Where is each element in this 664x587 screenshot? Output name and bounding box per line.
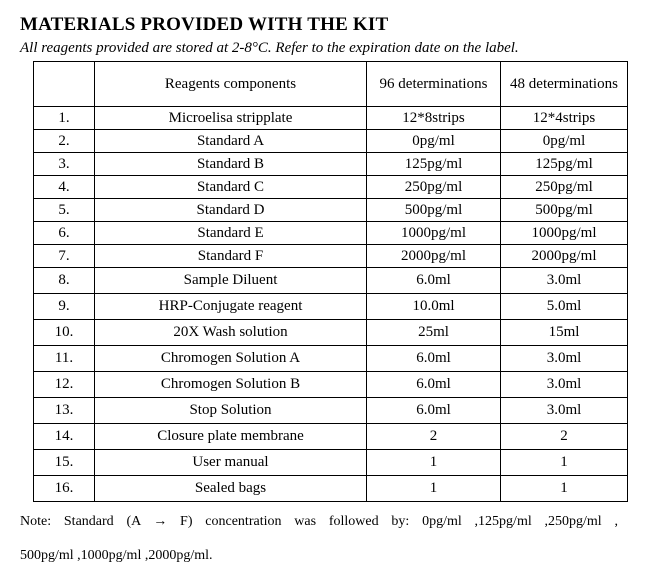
note-line-1: Note: Standard (A → F) concentration was followed by: 0pg/ml ,125pg/ml ,250pg/ml , [20,514,618,529]
reagent-name: Standard F [95,245,367,268]
header-number [34,62,95,107]
quantity-96: 1000pg/ml [367,222,501,245]
reagent-name: Stop Solution [95,398,367,424]
row-number: 5. [34,199,95,222]
quantity-96: 12*8strips [367,107,501,130]
page-title: MATERIALS PROVIDED WITH THE KIT [20,14,389,35]
quantity-96: 500pg/ml [367,199,501,222]
quantity-48: 5.0ml [501,294,628,320]
quantity-48: 3.0ml [501,398,628,424]
quantity-96: 125pg/ml [367,153,501,176]
header-96-determinations: 96 determinations [367,62,501,107]
table-row [34,176,628,199]
reagent-name: Sample Diluent [95,268,367,294]
quantity-48: 12*4strips [501,107,628,130]
row-number: 3. [34,153,95,176]
row-number: 12. [34,372,95,398]
row-number: 8. [34,268,95,294]
quantity-96: 6.0ml [367,268,501,294]
quantity-96: 1 [367,450,501,476]
row-number: 16. [34,476,95,502]
row-number: 4. [34,176,95,199]
quantity-48: 0pg/ml [501,130,628,153]
quantity-48: 3.0ml [501,372,628,398]
reagent-name: Closure plate membrane [95,424,367,450]
row-number: 11. [34,346,95,372]
quantity-48: 3.0ml [501,346,628,372]
quantity-48: 1 [501,450,628,476]
row-number: 13. [34,398,95,424]
quantity-96: 6.0ml [367,346,501,372]
quantity-96: 6.0ml [367,372,501,398]
table-row [34,107,628,130]
row-number: 15. [34,450,95,476]
reagent-name: Standard A [95,130,367,153]
materials-table [33,61,628,502]
reagent-name: HRP-Conjugate reagent [95,294,367,320]
table-row [34,398,628,424]
row-number: 1. [34,107,95,130]
header-48-determinations: 48 determinations [501,62,628,107]
table-row [34,199,628,222]
quantity-96: 250pg/ml [367,176,501,199]
reagent-name: Standard B [95,153,367,176]
reagent-name: Standard E [95,222,367,245]
row-number: 10. [34,320,95,346]
table-row [34,450,628,476]
quantity-96: 10.0ml [367,294,501,320]
reagent-name: Chromogen Solution A [95,346,367,372]
quantity-48: 1000pg/ml [501,222,628,245]
quantity-48: 250pg/ml [501,176,628,199]
quantity-48: 15ml [501,320,628,346]
table-row [34,346,628,372]
table-row [34,153,628,176]
reagent-name: Microelisa stripplate [95,107,367,130]
table-row [34,294,628,320]
table-row [34,245,628,268]
quantity-96: 6.0ml [367,398,501,424]
quantity-48: 3.0ml [501,268,628,294]
table-row [34,476,628,502]
quantity-48: 1 [501,476,628,502]
storage-subtitle: All reagents provided are stored at 2-8°C. Refer to the expiration date on the label. [20,40,519,56]
quantity-96: 1 [367,476,501,502]
reagent-name: Chromogen Solution B [95,372,367,398]
quantity-48: 500pg/ml [501,199,628,222]
table-row [34,268,628,294]
reagent-name: Sealed bags [95,476,367,502]
table-body [34,107,628,502]
note-line-2: 500pg/ml ,1000pg/ml ,2000pg/ml. [20,548,213,563]
header-reagents-components: Reagents components [95,62,367,107]
reagent-name: User manual [95,450,367,476]
table-row [34,320,628,346]
quantity-48: 125pg/ml [501,153,628,176]
table-row [34,130,628,153]
row-number: 6. [34,222,95,245]
quantity-48: 2 [501,424,628,450]
reagent-name: 20X Wash solution [95,320,367,346]
quantity-48: 2000pg/ml [501,245,628,268]
row-number: 9. [34,294,95,320]
table-header-row [34,62,628,107]
row-number: 7. [34,245,95,268]
quantity-96: 25ml [367,320,501,346]
reagent-name: Standard C [95,176,367,199]
quantity-96: 2000pg/ml [367,245,501,268]
table-row [34,424,628,450]
row-number: 2. [34,130,95,153]
quantity-96: 0pg/ml [367,130,501,153]
table-row [34,372,628,398]
quantity-96: 2 [367,424,501,450]
table-row [34,222,628,245]
reagent-name: Standard D [95,199,367,222]
row-number: 14. [34,424,95,450]
